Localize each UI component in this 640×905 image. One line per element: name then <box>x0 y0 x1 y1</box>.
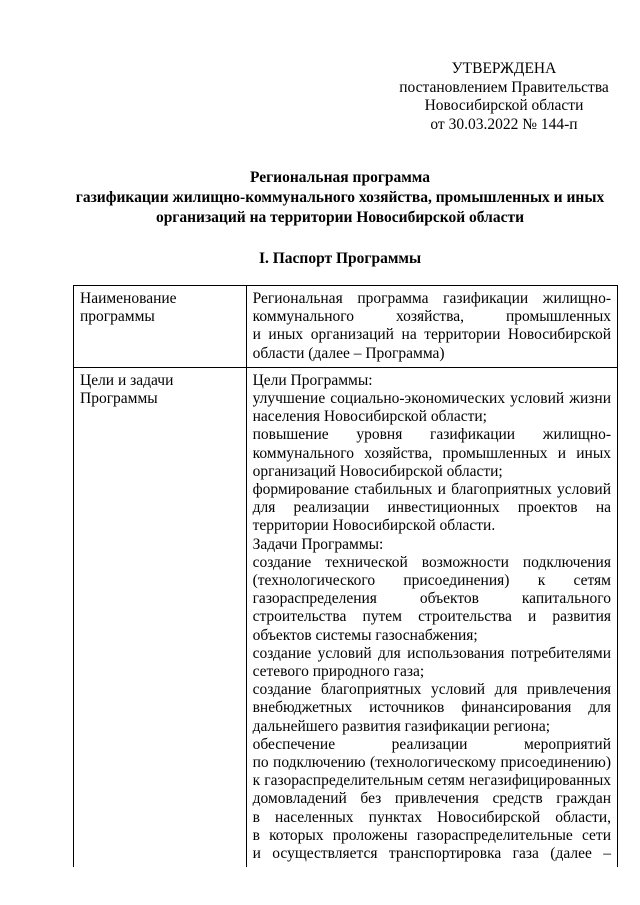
passport-row <box>74 286 618 368</box>
passport-value-line: организаций Новосибирской области; <box>252 462 503 480</box>
passport-value-line: Задачи Программы: <box>252 535 384 553</box>
passport-value-line: формирование стабильных и благоприятных условий <box>252 481 611 499</box>
passport-value-line: коммунального хозяйства, промышленных <box>252 308 611 326</box>
approval-stamp <box>380 60 628 134</box>
passport-value-line: внебюджетных источников финансирования для <box>252 699 611 717</box>
passport-value-line: сетевого природного газа; <box>252 663 425 681</box>
passport-value-line: дальнейшего развития газификации региона; <box>252 717 551 735</box>
passport-value-line: и осуществляется транспортировка газа (далее – <box>252 845 611 863</box>
approval-line: постановлением Правительства <box>399 78 609 96</box>
passport-value-line: Цели Программы: <box>252 371 373 389</box>
passport-label-line: Программы <box>80 390 158 408</box>
passport-value-line: (технологического присоединения) к сетям <box>252 572 611 590</box>
approval-line: Новосибирской области <box>424 97 584 114</box>
passport-label-line: программы <box>80 308 155 326</box>
passport-row-value <box>246 286 617 368</box>
passport-value-line: создание технической возможности подключения <box>252 553 611 571</box>
approval-line: УТВЕРЖДЕНА <box>451 60 557 77</box>
passport-label-line: Наименование <box>80 290 177 307</box>
passport-value-line: создание благоприятных условий для привлечения <box>252 681 611 699</box>
approval-line: от 30.03.2022 № 144-п <box>430 115 578 133</box>
passport-row-label <box>74 286 247 368</box>
passport-label-line: Цели и задачи <box>80 371 174 389</box>
passport-value-line: домовладений без привлечения средств граждан <box>252 790 611 808</box>
program-title-line: газификации жилищно-коммунального хозяйства, промышленных и иных <box>75 189 605 206</box>
program-title <box>40 168 640 228</box>
passport-row <box>74 367 618 867</box>
program-title-line: организаций на территории Новосибирской области <box>155 209 525 226</box>
passport-value-line: по подключению (технологическому присоединению) <box>252 754 611 772</box>
passport-value-line: повышение уровня газификации жилищно- <box>252 426 611 444</box>
section-heading: I. Паспорт Программы <box>258 250 422 267</box>
passport-value-line: для реализации инвестиционных проектов на <box>252 499 611 517</box>
passport-row-value <box>246 367 617 867</box>
passport-table-body <box>74 286 618 868</box>
passport-value-line: коммунального хозяйства, промышленных и иных <box>252 444 611 462</box>
passport-value-line: создание условий для использования потребителями <box>252 644 611 662</box>
passport-value-line: населения Новосибирской области; <box>252 408 487 426</box>
passport-value-line: строительства путем строительства и развития <box>252 608 611 626</box>
passport-value-line: Региональная программа газификации жилищно- <box>252 290 611 307</box>
passport-value-line: и иных организаций на территории Новосибирской <box>252 326 611 344</box>
passport-value-line: объектов системы газоснабжения; <box>252 626 478 644</box>
program-title-line: Региональная программа <box>250 169 430 186</box>
passport-value-line: к газораспределительным сетям негазифицированных <box>252 772 611 790</box>
passport-value-line: области (далее – Программа) <box>252 344 445 362</box>
passport-value-line: улучшение социально-экономических условий жизни <box>252 390 611 408</box>
passport-value-line: в которых проложены газораспределительные сети <box>252 826 611 844</box>
passport-value-line: газораспределения объектов капитального <box>252 590 611 608</box>
passport-value-line: обеспечение реализации мероприятий <box>252 735 611 753</box>
passport-value-line: территории Новосибирской области. <box>252 517 496 535</box>
passport-value-line: в населенных пунктах Новосибирской области, <box>252 808 611 826</box>
passport-table <box>73 285 618 867</box>
passport-row-label <box>74 367 247 867</box>
